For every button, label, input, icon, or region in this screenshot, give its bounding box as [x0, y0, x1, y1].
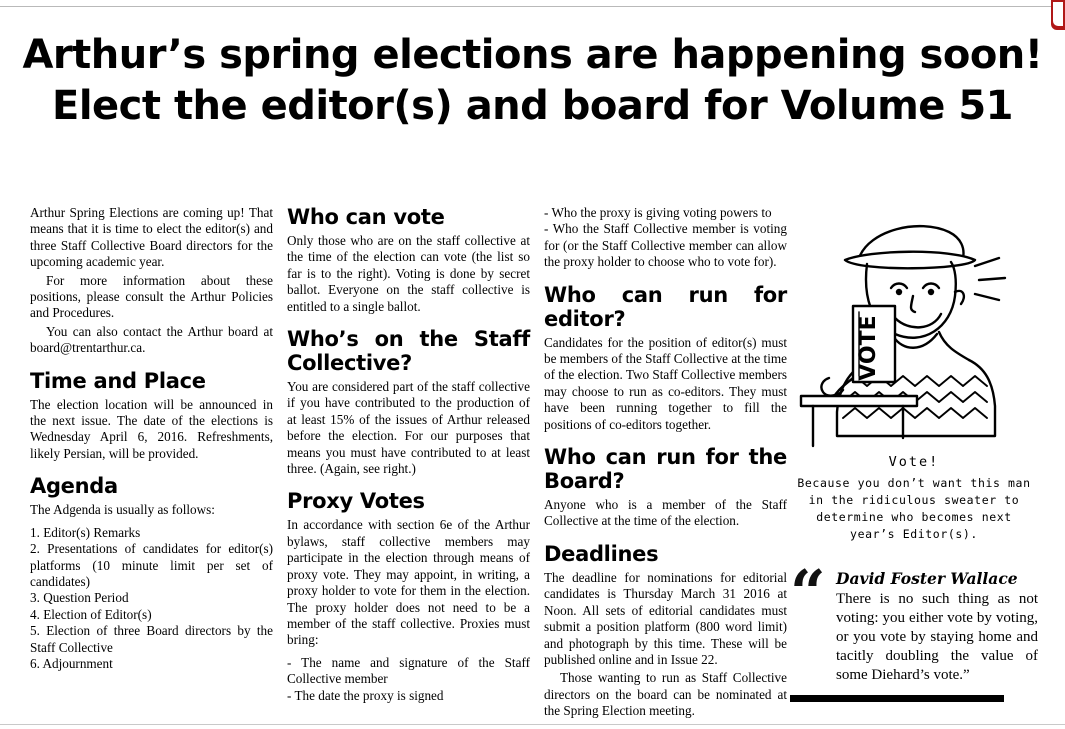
cartoon-caption	[790, 454, 1038, 543]
caption-body: Because you don’t want this man in the ridiculous sweater to determine who becomes next year’s Editor(s).	[797, 476, 1031, 541]
heading-staff-collective: Who’s on the Staff Collective?	[287, 327, 530, 376]
proxy-votes-body: In accordance with section 6e of the Arthur bylaws, staff collective members may participate in the election through means of proxy vote. They may appoint, in writing, a proxy holder to vote for them in the election. The proxy holder does not need to be a member of the staff collective. Proxies must bring:	[287, 517, 530, 648]
headline-line-1: Arthur’s spring elections are happening soon!	[22, 32, 1043, 78]
svg-text:VOTE: VOTE	[856, 315, 881, 381]
pull-quote	[790, 556, 1038, 685]
list-item: - The date the proxy is signed	[287, 687, 444, 703]
deadlines-body-1: The deadline for nominations for editorial candidates is Thursday March 31 2016 at Noon. All sets of editorial candidates must submit a position platform (800 word limit) and photograph by this time. These will be published online and in Issue 22.	[544, 569, 787, 667]
heading-who-can-vote: Who can vote	[287, 205, 445, 229]
voter-cartoon-illustration	[799, 200, 1029, 450]
who-can-run-for-board-body: Anyone who is a member of the Staff Collective at the time of the election.	[544, 497, 787, 529]
intro-paragraph-3: You can also contact the Arthur board at board@trentarthur.ca.	[30, 323, 273, 356]
list-item: 5. Election of three Board directors by the Staff Collective	[30, 623, 273, 655]
bottom-rule	[0, 724, 1065, 725]
column-4-art	[790, 200, 1038, 702]
heading-who-can-run-for-editor: Who can run for editor?	[544, 282, 787, 331]
time-and-place-body: The election location will be announced in the next issue. The date of the elections is Wednesday April 6, 2016. Refreshments, likely Persian, will be provided.	[30, 396, 273, 461]
intro-paragraph-2: For more information about these positions, please consult the Arthur Policies and Procedures.	[30, 272, 273, 321]
heading-agenda: Agenda	[30, 474, 118, 499]
heading-proxy-votes: Proxy Votes	[287, 489, 425, 514]
quote-divider	[790, 695, 1004, 702]
list-item: - Who the Staff Collective member is voting for (or the Staff Collective member can allow the proxy holder to choose who to vote for).	[544, 221, 787, 270]
who-can-vote-body: Only those who are on the staff collective at the time of the election can vote (the list so far is to the right). Voting is done by secret ballot. Everyone on the staff collective is entitled to a single ballot.	[287, 233, 530, 314]
staff-collective-body: You are considered part of the staff collective if you have contributed to the production of at least 15% of the issues of Arthur released before the election. For our purposes that means you must have contributed to at least three. (Again, see right.)	[287, 379, 530, 477]
heading-deadlines: Deadlines	[544, 541, 659, 566]
proxy-requirements-list	[287, 655, 530, 704]
intro-paragraph-1: Arthur Spring Elections are coming up! That means that it is time to elect the editor(s) and three Staff Collective Board directors for the upcoming academic year.	[30, 205, 273, 270]
list-item: 4. Election of Editor(s)	[30, 606, 152, 622]
list-item: - The name and signature of the Staff Collective member	[287, 654, 530, 687]
top-rule	[0, 6, 1065, 7]
quote-author: David Foster Wallace	[836, 569, 1018, 588]
column-2	[287, 205, 530, 722]
column-1	[30, 205, 273, 722]
list-item: 6. Adjournment	[30, 655, 113, 671]
list-item: 3. Question Period	[30, 590, 129, 606]
who-can-run-for-editor-body: Candidates for the position of editor(s) must be members of the Staff Collective at the time of the election. Two Staff Collective members may choose to run as co-editors. They must have been running together to fill the positions of co-editors together.	[544, 334, 787, 432]
corner-mark	[1051, 0, 1065, 30]
list-item: 2. Presentations of candidates for editor(s) platforms (10 minute limit per set of candidates)	[30, 541, 273, 589]
heading-time-and-place: Time and Place	[30, 368, 206, 393]
deadlines-body-2: Those wanting to run as Staff Collective directors on the board can be nominated at the Spring Election meeting.	[544, 670, 787, 719]
headline-line-2: Elect the editor(s) and board for Volume 51	[52, 83, 1013, 129]
quote-mark-icon: “	[790, 556, 826, 629]
column-3	[544, 205, 787, 722]
page-title	[0, 0, 1065, 132]
list-item: - Who the proxy is giving voting powers to	[544, 205, 772, 220]
caption-title: Vote!	[888, 454, 940, 470]
proxy-requirements-list-continued	[544, 205, 787, 271]
agenda-list	[30, 525, 273, 673]
heading-who-can-run-for-board: Who can run for the Board?	[544, 445, 787, 494]
list-item: 1. Editor(s) Remarks	[30, 524, 141, 540]
quote-text: There is no such thing as not voting: you either vote by voting, or you vote by staying home and tacitly doubling the value of some Diehard’s vote.”	[836, 591, 1038, 683]
agenda-intro: The Adgenda is usually as follows:	[30, 502, 215, 518]
